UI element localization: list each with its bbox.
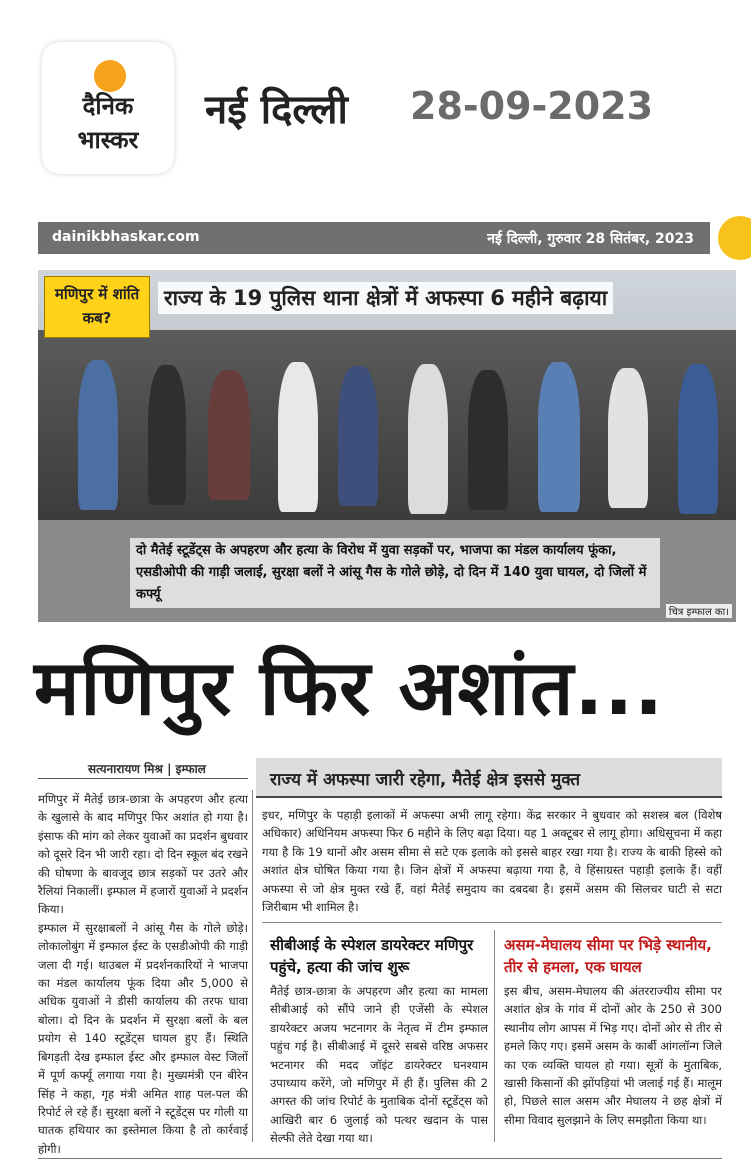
site-url: dainikbhaskar.com [52,229,200,245]
column-divider [252,790,253,1142]
crowd-figure [468,370,508,510]
section-tag-text: मणिपुर में शांति कब? [54,285,140,327]
mid-story-title: सीबीआई के स्पेशल डायरेक्टर मणिपुर पहुंचे, हत्या की जांच शुरू [270,936,474,976]
column-divider [494,930,495,1142]
main-headline: मणिपुर फिर अशांत... [34,643,664,732]
crowd-figure [78,360,118,510]
sun-icon [94,60,126,92]
crowd-figure [208,370,250,500]
logo-line-1: दैनिक [82,92,134,120]
crowd-figure [678,364,718,514]
sub-heading-box [256,758,722,798]
strip-sun-icon [718,216,751,260]
sub-heading: राज्य में अफस्पा जारी रहेगा, मैतेई क्षेत्र इससे मुक्त [270,770,581,790]
crowd-figure [338,366,378,506]
section-divider [262,922,722,923]
edition-date: 28-09-2023 [410,84,654,128]
lead-photo [38,270,736,622]
photo-headline: राज्य के 19 पुलिस थाना क्षेत्रों में अफस्पा 6 महीने बढ़ाया [158,282,613,314]
crowd-figure [538,362,580,512]
bottom-divider [38,1158,722,1159]
dateline: नई दिल्ली, गुरुवार 28 सितंबर, 2023 [487,231,694,247]
mid-story-body: मैतेई छात्र-छात्रा के अपहरण और हत्या का मामला सीबीआई को सौंपे जाने ही एजेंसी के स्पेशल डायरेक्टर अजय भटनागर के नेतृत्व में टीम इम्फाल पहुंच गई है। सीबीआई में दूसरे सबसे वरिष्ठ अफसर भटनागर की मदद जॉइंट डायरेक्टर घनश्याम उपाध्याय करेंगे, जो मणिपुर में ही हैं। पुलिस की 2 अगस्त की जांच रिपोर्ट के मुताबिक दोनों स्टूडेंट्स को आखिरी बार 6 जुलाई को पत्थर खदान के पास सेल्फी लेते देखा गया था। [270,984,488,1146]
photo-caption: दो मैतेई स्टूडेंट्स के अपहरण और हत्या के विरोध में युवा सड़कों पर, भाजपा का मंडल कार्यालय फूंका, एसडीओपी की गाड़ी जलाई, सुरक्षा बलों ने आंसू गैस के गोले छोड़े, दो दिन में 140 युवा घायल, दो जिलों में कर्फ्यू [130,538,660,608]
left-paragraph-2: इम्फाल में सुरक्षाबलों ने आंसू गैस के गोले छोड़े। लोकालोबुंग में इम्फाल ईस्ट के एसडीओपी की गाड़ी जला दी गई। थाउबल में प्रदर्शनकारियों ने भाजपा का मंडल कार्यालय फूंक दिया और 5,000 से अधिक युवाओं ने डीसी कार्यालय की तरफ धावा बोला। दो दिन के प्रदर्शन में सुरक्षा बलों के बल प्रयोग से 140 स्टूडेंट्स घायल हुए हैं। स्थिति बिगड़ती देख इम्फाल ईस्ट और इम्फाल वेस्ट जिलों में पूर्ण कर्फ्यू लगाया गया है। मुख्यमंत्री एन बीरेन सिंह ने कहा, गृह मंत्री अमित शाह पल-पल की रिपोर्ट ले रहे हैं। सुरक्षा बलों ने स्टूडेंट्स पर गोली या घातक हथियार का इस्तेमाल किया है तो कार्रवाई होगी। [38,920,248,1156]
crowd-figure [408,364,448,514]
right-story-body: इस बीच, असम-मेघालय की अंतरराज्यीय सीमा पर अशांत क्षेत्र के गांव में दोनों ओर के 250 से 300 स्थानीय लोग आपस में भिड़ गए। दोनों ओर से तीर से हमले किए गए। इसमें असम के कार्बी आंगलॉन्ग जिले का एक व्यक्ति घायल हो गया। सूत्रों के मुताबिक, खासी किसानों की झोंपड़ियां भी जलाई गई हैं। मालूम हो, पिछले साल असम और मेघालय ने छह क्षेत्रों में सीमा विवाद सुलझाने के लिए समझौता किया था। [504,984,722,1127]
crowd-figure [148,365,186,505]
left-paragraph-1: मणिपुर में मैतेई छात्र-छात्रा के अपहरण और हत्या के खुलासे के बाद मणिपुर फिर अशांत हो गया है। इंसाफ की मांग को लेकर युवाओं का प्रदर्शन बुधवार को दूसरे दिन भी जारी रहा। दो दिन स्कूल बंद रखने की घोषणा के बावजूद छात्र सड़कों पर उतरे और रैलियां निकालीं। इम्फाल में हजारों युवाओं ने प्रदर्शन किया। [38,792,248,917]
byline: सत्यनारायण मिश्र | इम्फाल [88,762,206,776]
right-story-title: असम-मेघालय सीमा पर भिड़े स्थानीय, तीर से हमला, एक घायल [504,936,712,976]
masthead-strip [38,222,710,254]
top-story-body: इधर, मणिपुर के पहाड़ी इलाकों में अफस्पा अभी लागू रहेगा। केंद्र सरकार ने बुधवार को सशस्त्र बल (विशेष अधिकार) अधिनियम अफस्पा फिर 6 महीने के लिए बढ़ा दिया। यह 1 अक्टूबर से लागू होगा। अधिसूचना में कहा गया है कि 19 थानों और असम सीमा से सटे एक इलाके को इससे बाहर रखा गया है। राज्य के बाकी हिस्से को अशांत क्षेत्र घोषित किया गया है। जिन क्षेत्रों में अफस्पा बढ़ाया गया है, वे हिंसाग्रस्त पहाड़ी इलाके हैं। वहीं अफस्पा से जो क्षेत्र मुक्त रखे हैं, वहां मैतेई समुदाय का दबदबा है। इसमें असम की सिलचर घाटी से सटा जिरीबाम भी शामिल है। [262,808,722,915]
left-column [38,790,248,1158]
logo [42,42,174,174]
crowd-figure [608,368,648,508]
photo-credit: चित्र इम्फाल का। [666,604,732,618]
divider [38,778,248,779]
logo-line-2: भास्कर [77,126,139,154]
edition-city: नई दिल्ली [205,87,348,133]
crowd-figure [278,362,318,512]
section-tag [44,276,150,338]
